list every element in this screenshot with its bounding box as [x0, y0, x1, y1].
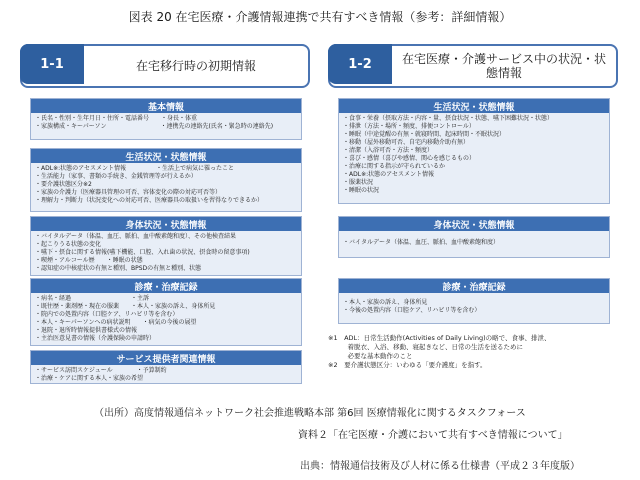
info-line: ・バイタルデータ（体温、血圧、脈拍、血中酸素飽和度）、その他検査結果	[35, 233, 237, 240]
basic-info-section	[30, 98, 302, 140]
footnotes	[328, 334, 618, 370]
source-line: （出所）高度情報通信ネットワーク社会推進戦略本部 第6回 医療情報化に関するタスクフォース	[94, 408, 526, 419]
info-line: ・今後の処置内容（口腔ケア、リハビリ等を含む）	[343, 307, 481, 314]
physical-status-section	[30, 216, 302, 276]
in-service-status-column	[328, 44, 618, 380]
physical-status-section	[338, 216, 610, 258]
info-line: ・睡眠の状況	[343, 187, 380, 194]
info-line: ・院内での処置内容（口腔ケア、リハビリ等を含む）	[35, 311, 179, 318]
section-title: 身体状況・状態情報	[339, 217, 609, 231]
info-line: ・家族構成・キーパーソン ・連携先の連絡先(氏名・緊急時の連絡先)	[35, 123, 274, 130]
footnote-line: ※1 ADL：日常生活動作(Activities of Daily Living)の略で、食事、排泄、	[328, 334, 551, 342]
info-line: ・理解力・判断力（状況変化への対応可否、医療器具の取扱いを習得なりできるか）	[35, 197, 264, 204]
info-line: ・氏名・性別・生年月日・住所・電話番号 ・身長・体重	[35, 115, 198, 122]
info-line: ・サービス訪問スケジュール ・予算制約	[35, 367, 167, 374]
info-line: ・本人・家族の訴え、身体所見	[343, 299, 428, 306]
info-line: ・主治医意見書の情報（介護保険の申請時）	[35, 335, 156, 342]
info-line: ・生活能力（家事、書類の手続き、金銭管理等が行えるか）	[35, 173, 197, 180]
source-citation: 出典：情報通信技術及び人材に係る仕様書（平成２３年度版）	[300, 461, 580, 472]
section-title: 生活状況・状態情報	[31, 149, 301, 163]
info-line: ・バイタルデータ（体温、血圧、脈拍、血中酸素飽和度）	[343, 239, 500, 246]
initial-info-header	[20, 44, 310, 88]
section-title: 基本情報	[31, 99, 301, 113]
info-line: ・清潔（入浴可否・方法・頻度）	[343, 147, 434, 154]
info-line: ・起こりうる状態の変化	[35, 241, 102, 248]
info-line: ・退院・退所時情報提供書様式の情報	[35, 327, 138, 334]
footnote-line: 必要な基本動作のこと	[328, 352, 413, 360]
info-line: ・睡眠（中途覚醒の有無・就寝時間、起床時間・不眠状況）	[343, 131, 506, 138]
section-title: 生活状況・状態情報	[339, 99, 609, 113]
info-line: ・本人・キーパーソンへの病状説明 ・病気の今後の展望	[35, 319, 197, 326]
info-line: ・病名・経過 ・主訴	[35, 295, 150, 302]
treatment-records-section	[30, 278, 302, 346]
section-title: 診療・治療記録	[31, 279, 301, 293]
info-line: ・既往歴・薬剤歴・現在の服薬 ・本人・家族の訴え、身体所見	[35, 303, 216, 310]
section-title: 身体状況・状態情報	[31, 217, 301, 231]
info-line: ・喜び・感情（喜びや感情、関心を感じるもの）	[343, 155, 476, 162]
info-line: ・治療に関する指示が守られているか	[343, 163, 446, 170]
source-document: 資料２「在宅医療・介護において共有すべき情報について」	[298, 430, 568, 441]
section-heading: 在宅医療・介護サービス中の状況・状態情報	[401, 51, 606, 80]
footnote-line: 着脱衣、入浴、移動、寝起きなど、日常の生活を送るために	[328, 343, 523, 351]
info-line: ・服薬状況	[343, 179, 374, 186]
info-line: ・移動（屋外移動可否、自宅内移動介助有無）	[343, 139, 470, 146]
service-provider-section	[30, 350, 302, 384]
info-line: ・要介護状態区分※2	[35, 181, 92, 188]
initial-info-column	[20, 44, 310, 380]
section-number: 1-1	[20, 44, 84, 84]
section-heading: 在宅移行時の初期情報	[135, 58, 256, 73]
section-title: サービス提供者関連情報	[31, 351, 301, 365]
info-line: ・ADL※:状態のアセスメント情報 ・生活上で病気に罹ったこと	[35, 165, 235, 172]
info-line: ・ADL※:状態のアセスメント情報	[343, 171, 435, 178]
figure-title: 図表 20 在宅医療・介護情報連携で共有すべき情報（参考：詳細情報）	[128, 10, 512, 24]
section-title: 診療・治療記録	[339, 279, 609, 293]
living-status-section	[30, 148, 302, 212]
info-line: ・食事・栄養（摂取方法・内容・量、摂食状況・状態、嚥下困難状況・状態）	[343, 115, 554, 122]
info-line: ・喫煙・アルコール歴 ・睡眠の状態	[35, 257, 143, 264]
info-line: ・排泄（方法・場所・頻度、排便コントロール）	[343, 123, 475, 130]
section-number: 1-2	[328, 44, 392, 84]
info-line: ・治療・ケアに関する本人・家族の希望	[35, 375, 144, 382]
in-service-header	[328, 44, 618, 88]
treatment-records-section	[338, 278, 610, 324]
info-line: ・嚥下・摂食に関する情報(嚥下機能、口腔、入れ歯の状況、摂食時の留意事項)	[35, 249, 250, 256]
info-line: ・認知症の中核症状の有無と種別、BPSDの有無と種別、状態	[35, 265, 202, 272]
living-status-section	[338, 98, 610, 204]
info-line: ・家族の介護力（医療器具管理の可否、容体変化の際の対応可否等）	[35, 189, 222, 196]
footnote-line: ※2 要介護状態区分：いわゆる「要介護度」を指す。	[328, 361, 487, 369]
